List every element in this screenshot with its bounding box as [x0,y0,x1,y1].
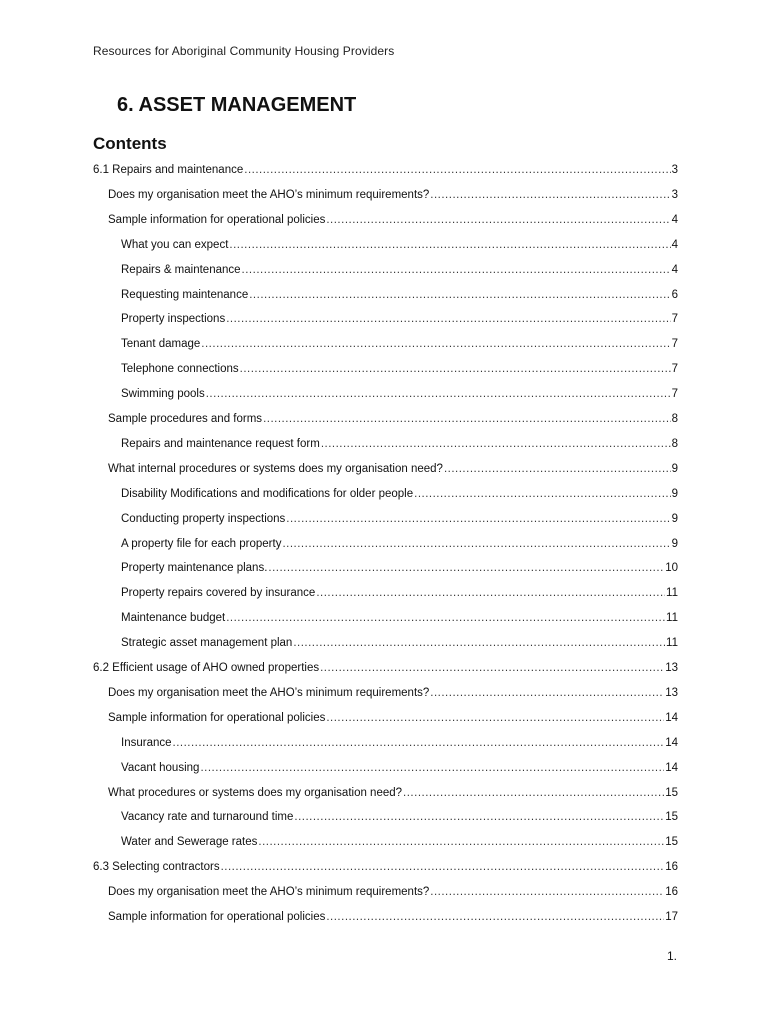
toc-entry-page: 15 [665,811,678,824]
toc-entry[interactable] [108,708,678,728]
toc-entry-title: Maintenance budget [121,612,226,625]
toc-entry[interactable] [121,384,678,404]
toc-entry-title: Property maintenance plans. [121,562,268,575]
toc-entry[interactable] [121,534,678,554]
running-header: Resources for Aboriginal Community Housing Providers [93,44,395,58]
toc-entry-page: 11 [666,587,678,600]
toc-dot-leader [263,409,671,429]
toc-entry[interactable] [121,434,678,454]
toc-dot-leader [320,658,664,678]
toc-entry[interactable] [121,807,678,827]
toc-entry-title: Does my organisation meet the AHO’s minimum requirements? [108,886,430,899]
toc-entry-page: 7 [671,363,678,376]
toc-entry[interactable] [108,882,678,902]
toc-entry-page: 11 [666,612,678,625]
toc-dot-leader [221,857,665,877]
toc-entry-page: 6 [671,288,678,301]
toc-entry-title: Repairs and maintenance request form [121,437,320,450]
toc-entry[interactable] [108,409,678,429]
toc-entry[interactable] [121,359,678,379]
toc-entry-title: Property inspections [121,313,226,326]
toc-dot-leader [201,334,670,354]
toc-entry-page: 7 [671,388,678,401]
toc-entry-title: 6.2 Efficient usage of AHO owned properties [93,662,320,674]
toc-entry-page: 9 [671,537,678,550]
toc-entry[interactable] [121,260,678,280]
toc-entry[interactable] [121,509,678,529]
toc-entry-page: 15 [665,786,678,799]
toc-entry-title: Requesting maintenance [121,288,249,301]
toc-entry-page: 13 [665,686,678,699]
toc-dot-leader [293,633,665,653]
toc-entry-title: Sample procedures and forms [108,413,263,425]
toc-dot-leader [226,309,670,329]
toc-entry-page: 13 [665,662,678,674]
toc-entry-title: Insurance [121,736,172,749]
toc-entry-title: What internal procedures or systems does my organisation need? [108,462,443,475]
toc-entry[interactable] [121,832,678,852]
toc-entry-page: 14 [665,711,678,724]
toc-entry-title: Strategic asset management plan [121,637,293,650]
toc-entry[interactable] [108,683,678,703]
toc-dot-leader [326,210,670,230]
toc-entry-page: 7 [671,338,678,351]
toc-entry-title: Sample information for operational policies [108,213,326,226]
toc-entry-page: 9 [671,487,678,500]
toc-entry-title: Sample information for operational policies [108,711,326,724]
toc-entry-title: Vacant housing [121,761,200,774]
toc-entry[interactable] [108,907,678,927]
toc-entry[interactable] [108,783,678,803]
toc-dot-leader [242,260,671,280]
toc-dot-leader [249,285,670,305]
toc-entry[interactable] [121,583,678,603]
toc-entry-title: 6.1 Repairs and maintenance [93,164,244,176]
toc-dot-leader [282,534,670,554]
toc-dot-leader [240,359,671,379]
toc-dot-leader [286,509,670,529]
toc-entry-page: 15 [665,836,678,849]
toc-dot-leader [403,783,664,803]
toc-entry-title: What procedures or systems does my organisation need? [108,786,403,799]
toc-dot-leader [173,733,665,753]
toc-dot-leader [326,907,664,927]
toc-entry[interactable] [121,558,678,578]
toc-entry-page: 14 [665,736,678,749]
toc-entry-page: 16 [665,886,678,899]
toc-dot-leader [430,683,664,703]
toc-entry-title: Conducting property inspections [121,512,286,525]
toc-entry[interactable] [108,210,678,230]
toc-dot-leader [444,459,671,479]
toc-entry-page: 8 [671,437,678,450]
toc-entry-title: Vacancy rate and turnaround time [121,811,294,824]
toc-dot-leader [430,882,664,902]
toc-dot-leader [294,807,664,827]
toc-dot-leader [226,608,665,628]
toc-entry-page: 10 [665,562,678,575]
toc-entry-page: 7 [671,313,678,326]
toc-entry-page: 11 [666,637,678,650]
toc-entry[interactable] [121,733,678,753]
toc-entry[interactable] [93,658,678,678]
toc-entry-page: 3 [671,188,678,201]
toc-entry-title: Sample information for operational policies [108,911,326,923]
toc-entry-page: 16 [665,861,678,874]
toc-entry-title: Telephone connections [121,363,239,376]
toc-dot-leader [316,583,665,603]
chapter-title: 6. ASSET MANAGEMENT [117,94,357,116]
toc-entry[interactable] [121,633,678,653]
toc-entry-title: Does my organisation meet the AHO’s minimum requirements? [108,188,430,201]
toc-dot-leader [268,558,664,578]
toc-dot-leader [229,235,670,255]
toc-entry-page: 4 [671,263,678,276]
toc-dot-leader [244,160,670,180]
toc-dot-leader [414,484,670,504]
toc-entry[interactable] [93,160,678,180]
toc-dot-leader [200,758,664,778]
contents-heading: Contents [93,134,167,153]
toc-entry-page: 4 [671,238,678,251]
toc-entry-page: 3 [671,164,678,176]
toc-dot-leader [326,708,664,728]
toc-entry-title: Property repairs covered by insurance [121,587,316,600]
toc-entry-page: 8 [671,413,678,425]
toc-entry-title: Disability Modifications and modifications for older people [121,487,414,500]
toc-dot-leader [258,832,664,852]
toc-entry-page: 9 [671,512,678,525]
toc-entry[interactable] [121,608,678,628]
toc-entry[interactable] [93,857,678,877]
toc-entry[interactable] [108,185,678,205]
toc-entry-title: Does my organisation meet the AHO’s minimum requirements? [108,686,430,699]
toc-entry-title: A property file for each property [121,537,282,550]
toc-entry-title: 6.3 Selecting contractors [93,861,220,874]
toc-entry-page: 9 [671,462,678,475]
toc-entry[interactable] [121,285,678,305]
toc-entry-page: 17 [665,911,678,923]
toc-entry[interactable] [121,758,678,778]
toc-entry[interactable] [108,459,678,479]
toc-entry-page: 4 [671,213,678,226]
toc-dot-leader [321,434,671,454]
toc-entry-title: Swimming pools [121,388,205,401]
toc-dot-leader [430,185,670,205]
page-number: 1. [666,949,677,963]
toc-entry[interactable] [121,235,678,255]
toc-entry-title: What you can expect [121,238,229,251]
toc-entry-title: Tenant damage [121,338,201,351]
toc-dot-leader [206,384,671,404]
toc-entry-title: Water and Sewerage rates [121,836,258,849]
toc-entry[interactable] [121,484,678,504]
toc-entry[interactable] [121,334,678,354]
toc-entry[interactable] [121,309,678,329]
toc-entry-title: Repairs & maintenance [121,263,241,276]
toc-entry-page: 14 [665,761,678,774]
